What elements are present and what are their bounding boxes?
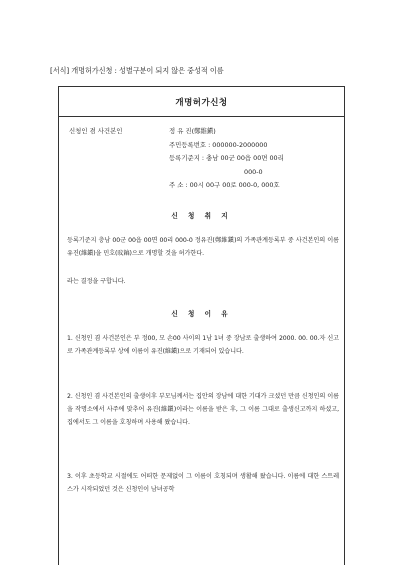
form-caption: [서식] 개명허가신청 : 성별구분이 되지 않은 중성적 이름 xyxy=(50,66,224,75)
applicant-name: 정 유 진(鄭維鎭) xyxy=(169,127,216,135)
reason-paragraph-2: 2. 신청인 겸 사건본인의 출생이후 부모님께서는 집안의 장남에 대한 기대가 크셨던 만큼 신청인의 이름을 작명소에서 사주에 맞추어 유진(維鎭)이라는 이름을 받은 후, 그 이름 그대로 출생신고까지 하셨고, 집에서도 그 이름을 호칭하며 사용해 왔습니다. xyxy=(67,393,339,426)
applicant-details xyxy=(169,125,341,193)
reason-heading: 신 청 이 유 xyxy=(171,310,232,318)
purpose-paragraph: 등록기준지 충남 00군 00읍 00면 00리 000-0 정유진(鄭維鎭)의 가족관계등록부 중 사건본인의 이름 유진(維鎭)을 민호(旼鎬)으로 개명할 것을 허가한다. xyxy=(67,237,339,257)
applicant-rrn: 주민등록번호 : 000000-2000000 xyxy=(169,140,268,149)
title-divider xyxy=(59,116,344,117)
purpose-heading: 신 청 취 지 xyxy=(171,212,232,220)
applicant-registration-cont: 000-0 xyxy=(244,167,263,176)
purpose-closing: 라는 결정을 구합니다. xyxy=(67,278,126,285)
reason-paragraph-3: 3. 이후 초등학교 시절에도 어떠한 문제없이 그 이름이 호칭되며 생활해 왔습니다. 이름에 대한 스트레스가 시작되었던 것은 신청인이 남녀공학 xyxy=(67,473,339,493)
reason-paragraph-1: 1. 신청인 겸 사건본인은 부 정00, 모 손00 사이의 1남 1녀 중 장남로 출생하여 2000. 00. 00.자 신고로 가족관계등록부 상에 이름이 유진(維鎭)으로 기재되어 있습니다. xyxy=(67,335,339,355)
applicant-registration: 등록기준지 : 충남 00군 00읍 00면 00리 xyxy=(169,154,284,162)
applicant-address: 주 소 : 00시 00구 00로 000-0, 000호 xyxy=(169,181,280,189)
application-document xyxy=(58,86,345,565)
document-title: 개명허가신청 xyxy=(175,98,228,108)
applicant-label: 신청인 겸 사건본인 xyxy=(69,127,123,135)
